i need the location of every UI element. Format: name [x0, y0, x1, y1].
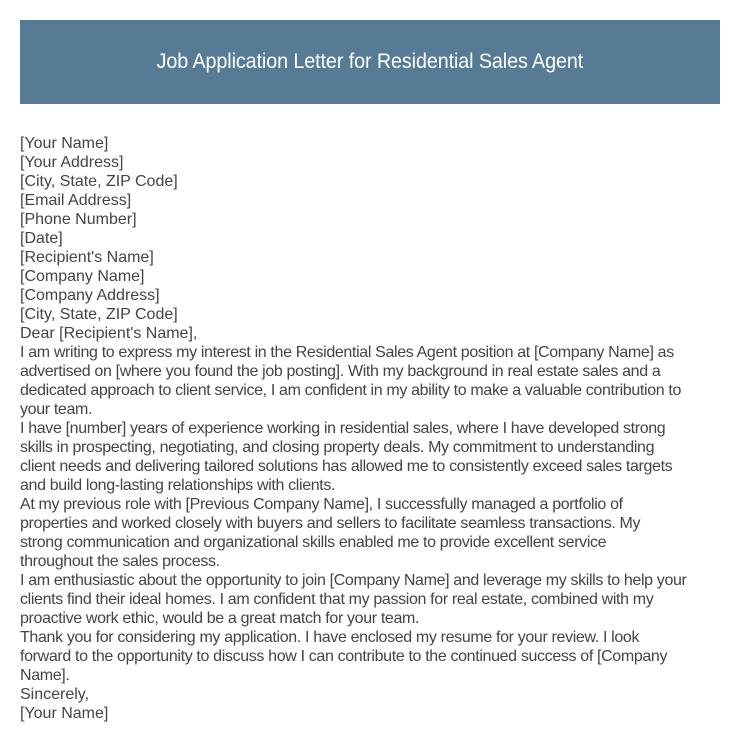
paragraph-line: I am enthusiastic about the opportunity to join [Company Name] and leverage my skills to help your: [20, 572, 687, 589]
paragraph-line: At my previous role with [Previous Company Name], I successfully managed a portfolio of: [20, 496, 623, 513]
paragraph-line: Thank you for considering my application. I have enclosed my resume for your review. I look: [20, 629, 640, 646]
paragraph-line: Name].: [20, 667, 70, 684]
paragraph-intro: [20, 343, 732, 419]
recipient-company-address: [Company Address]: [20, 287, 160, 304]
paragraph-line: properties and worked closely with buyers and sellers to facilitate seamless transactions. My: [20, 515, 641, 532]
page-title: Job Application Letter for Residential Sales Agent: [156, 50, 584, 73]
paragraph-line: forward to the opportunity to discuss how I can contribute to the continued success of [Company: [20, 648, 668, 665]
paragraph-line: your team.: [20, 401, 93, 418]
recipient-company: [Company Name]: [20, 268, 145, 285]
paragraph-line: skills in prospecting, negotiating, and closing property deals. My commitment to understanding: [20, 439, 655, 456]
sender-address: [Your Address]: [20, 154, 124, 171]
paragraph-experience: [20, 419, 732, 495]
paragraph-line: client needs and delivering tailored solutions has allowed me to consistently exceed sales targets: [20, 458, 673, 475]
recipient-block: [20, 248, 732, 324]
paragraph-closing: [20, 628, 732, 685]
paragraph-previous-role: [20, 495, 732, 571]
recipient-city-state-zip: [City, State, ZIP Code]: [20, 306, 178, 323]
letter-title-banner: [20, 20, 720, 104]
sender-phone: [Phone Number]: [20, 211, 137, 228]
signature: [Your Name]: [20, 705, 109, 722]
paragraph-line: I am writing to express my interest in the Residential Sales Agent position at [Company Name] as: [20, 344, 674, 361]
paragraph-line: clients find their ideal homes. I am confident that my passion for real estate, combined with my: [20, 591, 654, 608]
sender-email: [Email Address]: [20, 192, 132, 209]
paragraph-line: I have [number] years of experience working in residential sales, where I have developed strong: [20, 420, 666, 437]
closing: Sincerely,: [20, 686, 90, 703]
salutation: Dear [Recipient's Name],: [20, 325, 198, 342]
paragraph-line: strong communication and organizational skills enabled me to provide excellent service: [20, 534, 607, 551]
paragraph-enthusiasm: [20, 571, 732, 628]
recipient-name: [Recipient's Name]: [20, 249, 154, 266]
paragraph-line: dedicated approach to client service, I am confident in my ability to make a valuable contribution to: [20, 382, 682, 399]
paragraph-line: proactive work ethic, would be a great match for your team.: [20, 610, 420, 627]
paragraph-line: throughout the sales process.: [20, 553, 220, 570]
sender-name: [Your Name]: [20, 135, 109, 152]
letter-date: [Date]: [20, 230, 63, 247]
letter-body: [20, 134, 732, 723]
sender-city-state-zip: [City, State, ZIP Code]: [20, 173, 178, 190]
paragraph-line: and build long-lasting relationships with clients.: [20, 477, 336, 494]
paragraph-line: advertised on [where you found the job posting]. With my background in real estate sales and a: [20, 363, 661, 380]
sender-block: [20, 134, 732, 229]
